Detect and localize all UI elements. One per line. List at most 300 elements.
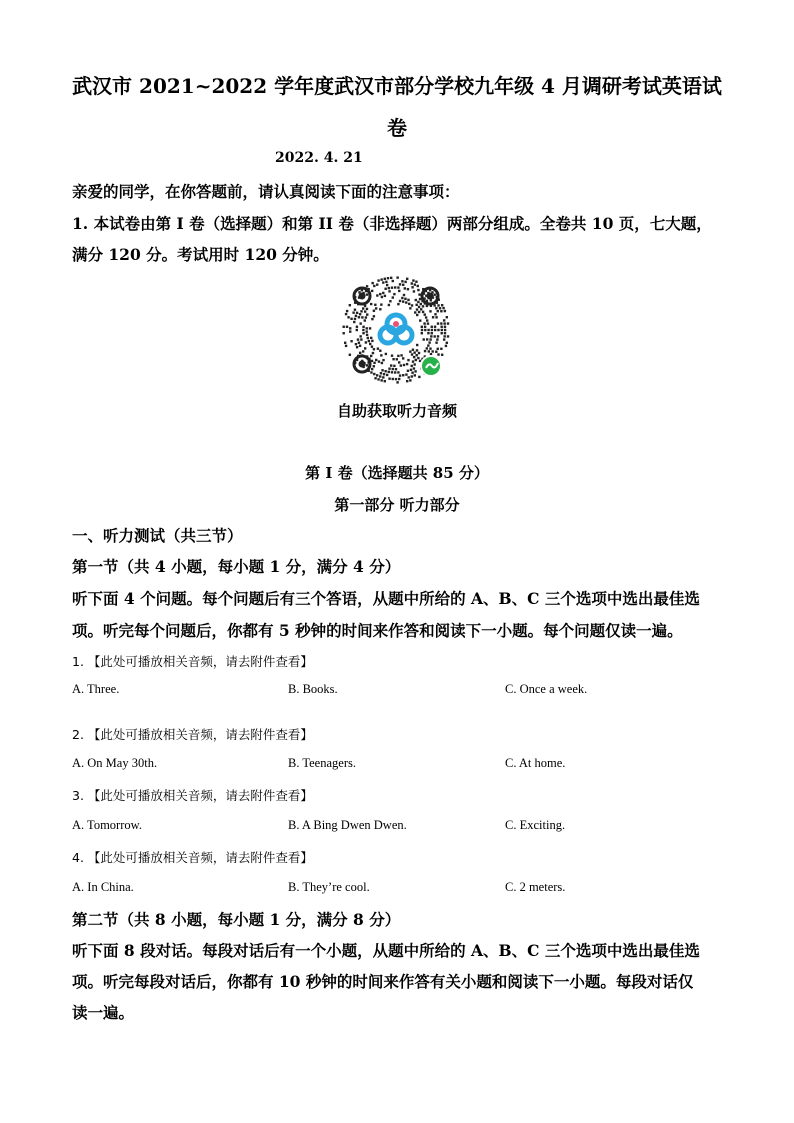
qr-dot [435,316,437,318]
qr-dot [415,304,417,306]
qr-dot [371,368,373,370]
qr-dot [400,364,402,366]
qr-dot [402,357,404,359]
qr-dot [354,309,356,311]
qr-dot [426,319,428,321]
qr-dot [423,338,425,340]
qr-dot [350,340,352,342]
qr-dot [443,322,445,324]
question-1-option-b: B. Books. [288,682,338,696]
qr-dot [399,300,401,302]
qr-dot [392,358,394,360]
qr-dot [428,341,430,343]
qr-dot [349,327,351,329]
qr-dot [410,369,412,371]
qr-dot [424,350,426,352]
qr-dot [345,345,347,347]
notice-intro: 亲爱的同学，在你答题前，请认真阅读下面的注意事项： [72,182,460,201]
section1-instruction-line2: 项。听完每个问题后，你都有 5 秒钟的时间来作答和阅读下一小题。每个问题仅读一遍。 [72,621,683,640]
qr-dot [441,304,443,306]
qr-dot [365,341,367,343]
qr-dot [414,311,416,313]
qr-dot [413,356,415,358]
qr-dot [440,322,442,324]
qr-dot [397,286,399,288]
qr-dot [446,316,448,318]
qr-dot [444,332,446,334]
section1-instruction-line1: 听下面 4 个问题。每个问题后有三个答语，从题中所给的 A、B、C 三个选项中选出最佳选 [72,589,700,608]
qr-dot [446,342,448,344]
qr-dot [427,329,429,331]
qr-dot [381,369,383,371]
qr-dot [373,373,375,375]
qr-dot [388,290,390,292]
qr-dot [437,310,439,312]
qr-dot [447,322,449,324]
question-2-option-b: B. Teenagers. [288,756,356,770]
qr-dot [373,348,375,350]
qr-dot [364,319,366,321]
qr-dot [429,338,431,340]
qr-dot [395,378,397,380]
qr-dot [384,370,386,372]
qr-dot [417,285,419,287]
qr-dot [417,357,419,359]
qr-dot [356,326,358,328]
qr-dot [433,335,435,337]
qr-dot [346,310,348,312]
qr-dot [447,335,449,337]
qr-dot [391,354,393,356]
qr-dot [404,298,406,300]
qr-dot [425,316,427,318]
qr-dot [437,329,439,331]
qr-dot [379,308,381,310]
qr-dot [346,326,348,328]
question-3-option-a: A. Tomorrow. [72,818,142,832]
qr-dot [362,329,364,331]
qr-dot [413,351,415,353]
qr-dot [409,379,411,381]
qr-dot [375,307,377,309]
qr-dot [402,284,404,286]
qr-dot [385,353,387,355]
qr-dot [435,341,437,343]
volume-title: 第 I 卷（选择题共 85 分） [305,464,489,482]
question-4-stem[interactable]: 4. 【此处可播放相关音频，请去附件查看】 [72,850,313,865]
question-2-option-c: C. At home. [505,756,566,770]
qr-dot [396,276,398,278]
qr-dot [412,360,414,362]
qr-dot [431,329,433,331]
qr-dot [372,352,374,354]
qr-dot [439,307,441,309]
qr-dot [345,313,347,315]
qr-dot [385,281,387,283]
qr-dot [366,308,368,310]
qr-dot [349,354,351,356]
qr-dot [404,287,406,289]
qr-dot [380,372,382,374]
question-3-stem[interactable]: 3. 【此处可播放相关音频，请去附件查看】 [72,788,313,803]
qr-dot [360,310,362,312]
qr-dot [388,377,390,379]
qr-dot [366,293,368,295]
qr-dot [362,350,364,352]
qr-dot [390,277,392,279]
qr-dot [418,306,420,308]
qr-dot [355,315,357,317]
qr-dot [437,353,439,355]
qr-dot [434,313,436,315]
qr-finder-center [359,361,366,368]
qr-dot [371,318,373,320]
qr-dot [347,316,349,318]
qr-dot [436,338,438,340]
qr-dot [366,313,368,315]
question-1-option-a: A. Three. [72,682,120,696]
qr-dot [362,332,364,334]
qr-dot [413,363,415,365]
qr-dot [437,335,439,337]
qr-dot [362,326,364,328]
qr-dot [402,300,404,302]
qr-dot [418,352,420,354]
qr-dot [359,313,361,315]
qr-dot [388,287,390,289]
qr-dot [375,359,377,361]
qr-dot [414,370,416,372]
question-4-option-a: A. In China. [72,880,134,894]
qr-dot [437,304,439,306]
qr-dot [394,286,396,288]
qr-dot [353,321,355,323]
qr-dot [355,343,357,345]
qr-dot [431,350,433,352]
qr-dot [376,283,378,285]
qr-dot [382,292,384,294]
qr-dot [420,303,422,305]
qr-dot [380,303,382,305]
qr-dot [383,373,385,375]
qr-dot [377,279,379,281]
qr-dot [384,278,386,280]
qr-dot [382,376,384,378]
qr-dot [415,299,417,301]
qr-dot [413,290,415,292]
qr-dot [415,354,417,356]
qr-dot [445,345,447,347]
qr-dot [434,329,436,331]
qr-dot [432,316,434,318]
exam-title [60,66,734,148]
qr-finder-center [427,293,434,300]
qr-dot [418,311,420,313]
qr-dot [412,279,414,281]
qr-dot [406,380,408,382]
qr-dot [371,340,373,342]
qr-dot [343,332,345,334]
qr-dot [391,286,393,288]
section1-title: 第一节（共 4 小题，每小题 1 分，满分 4 分） [72,557,401,576]
qr-dot [407,370,409,372]
qr-dot [440,348,442,350]
qr-dot [384,380,386,382]
qr-dot [401,280,403,282]
qr-dot [443,338,445,340]
qr-dot [366,285,368,287]
exam-date: 2022. 4. 21 [275,150,363,166]
qr-dot [343,326,345,328]
qr-dot [406,278,408,280]
qr-dot [349,304,351,306]
qr-dot [359,352,361,354]
qr-dot [384,288,386,290]
qr-dot [419,319,421,321]
qr-dot [411,304,413,306]
qr-dot [379,350,381,352]
qr-dot [386,284,388,286]
qr-dot [416,314,418,316]
qr-dot [409,350,411,352]
qr-dot [356,312,358,314]
qr-dot [420,308,422,310]
qr-dot [434,294,436,296]
qr-dot [367,337,369,339]
section2-instruction-line3: 读一遍。 [72,1003,135,1022]
qr-dot [393,365,395,367]
qr-finder-center [359,293,366,300]
qr-dot [431,326,433,328]
qr-dot [437,348,439,350]
qr-dot [392,368,394,370]
qr-dot [437,322,439,324]
qr-dot [396,381,398,383]
section2-instruction-line1: 听下面 8 段对话。每段对话后有一个小题，从题中所给的 A、B、C 三个选项中选出最佳选 [72,941,700,960]
qr-dot [442,307,444,309]
qr-dot [397,371,399,373]
qr-dot [344,342,346,344]
qr-dot [394,371,396,373]
qr-dot [377,347,379,349]
qr-dot [373,315,375,317]
qr-dot [443,319,445,321]
qr-dot [392,280,394,282]
qr-dot [371,346,373,348]
qr-dot [411,286,413,288]
part-title: 第一部分 听力部分 [334,496,460,514]
qr-dot [415,281,417,283]
qr-dot [373,365,375,367]
qr-dot [373,285,375,287]
qr-dot [356,329,358,331]
qr-dot [373,310,375,312]
qr-dot [416,344,418,346]
qr-dot [354,318,356,320]
qr-dot [379,293,381,295]
section2-title: 第二节（共 8 小题，每小题 1 分，满分 8 分） [72,910,401,929]
question-2-option-a: A. On May 30th. [72,756,158,770]
qr-dot [440,326,442,328]
qr-dot [411,282,413,284]
qr-dot [382,359,384,361]
qr-dot [368,340,370,342]
qr-dot [366,364,368,366]
qr-dot [411,365,413,367]
qr-dot [400,354,402,356]
qr-dot [397,355,399,357]
qr-dot [380,278,382,280]
qr-dot [430,335,432,337]
qr-dot [414,283,416,285]
qr-dot [421,332,423,334]
qr-dot [411,371,413,373]
question-4-option-c: C. 2 meters. [505,880,566,894]
qr-dot [379,375,381,377]
qr-dot [393,293,395,295]
question-3-option-b: B. A Bing Dwen Dwen. [288,818,407,832]
qr-dot [359,345,361,347]
qr-dot [424,326,426,328]
question-2-stem[interactable]: 2. 【此处可播放相关音频，请去附件查看】 [72,727,313,742]
qr-dot [406,363,408,365]
qr-dot [391,371,393,373]
qr-dot [399,374,401,376]
qr-dot [382,281,384,283]
section2-instruction-line2: 项。听完每段对话后，你都有 10 秒钟的时间来作答有关小题和阅读下一小题。每段对话仅 [72,972,694,991]
qr-dot [370,355,372,357]
qr-dot [359,335,361,337]
qr-caption: 自助获取听力音频 [336,402,457,420]
qr-dot [397,303,399,305]
qr-dot [361,316,363,318]
qr-dot [421,326,423,328]
qr-dot [398,378,400,380]
qr-dot [374,377,376,379]
qr-dot [380,354,382,356]
qr-dot [441,329,443,331]
qr-dot [403,294,405,296]
qr-dot [421,329,423,331]
qr-dot [408,303,410,305]
qr-dot [422,311,424,313]
qr-code-icon[interactable] [340,274,452,386]
qr-dot [381,362,383,364]
qr-dot [402,374,404,376]
qr-dot [407,299,409,301]
qr-dot [444,329,446,331]
qr-dot [384,295,386,297]
qr-dot [435,351,437,353]
question-1-stem[interactable]: 1. 【此处可播放相关音频，请去附件查看】 [72,654,313,669]
qr-dot [366,327,368,329]
qr-dot [407,288,409,290]
qr-dot [429,347,431,349]
qr-dot [387,277,389,279]
qr-dot [416,349,418,351]
qr-dot [371,282,373,284]
qr-dot [414,374,416,376]
qr-dot [405,373,407,375]
qr-dot [401,297,403,299]
qr-dot [374,304,376,306]
qr-dot [416,308,418,310]
qr-dot [349,330,351,332]
qr-dot [413,367,415,369]
question-1-option-c: C. Once a week. [505,682,588,696]
qr-dot [370,303,372,305]
qr-dot [399,283,401,285]
qr-dot [376,374,378,376]
qr-dot [357,338,359,340]
qr-dot [427,332,429,334]
qr-dot [366,330,368,332]
qr-dot [388,367,390,369]
qr-dot [370,337,372,339]
qr-dot [360,338,362,340]
qr-dot [417,301,419,303]
qr-dot [358,342,360,344]
notice-item1-line1: 1. 本试卷由第 I 卷（选择题）和第 II 卷（非选择题）两部分组成。全卷共 10 页，七大题， [72,214,712,233]
qr-dot [424,329,426,331]
qr-dot [358,316,360,318]
qr-dot [444,326,446,328]
qr-dot [427,344,429,346]
qr-dot [411,375,413,377]
qr-dot [398,290,400,292]
qr-dot [407,359,409,361]
qr-dot [396,358,398,360]
notice-item1-line2: 满分 120 分。考试用时 120 分钟。 [72,245,329,264]
qr-dot [412,349,414,351]
qr-dot [369,343,371,345]
qr-dot [378,360,380,362]
title-line-2: 卷 [387,116,407,140]
qr-dot [390,364,392,366]
qr-dot [373,362,375,364]
qr-dot [444,310,446,312]
qr-dot [392,378,394,380]
qr-dot [440,310,442,312]
qr-dot [435,307,437,309]
qr-dot [443,335,445,337]
qr-dot [403,364,405,366]
qr-dot [389,300,391,302]
qr-dot [371,290,373,292]
title-line-1: 武汉市 2021~2022 学年度武汉市部分学校九年级 4 月调研考试英语试 [72,74,722,98]
qr-dot [364,347,366,349]
qr-dot [424,313,426,315]
question-4-option-b: B. They’re cool. [288,880,370,894]
qr-dot [388,371,390,373]
qr-dot [404,281,406,283]
qr-dot [366,334,368,336]
qr-dot [428,350,430,352]
qr-dot [376,294,378,296]
qr-dot [429,310,431,312]
qr-dot [440,332,442,334]
qr-dot [392,296,394,298]
qr-dot [411,353,413,355]
qr-dot [369,327,371,329]
qr-dot [381,296,383,298]
qr-dot [422,305,424,307]
qr-dot [423,322,425,324]
qr-dot [386,374,388,376]
qr-dot [415,359,417,361]
qr-dot [356,346,358,348]
qr-dot [388,304,390,306]
